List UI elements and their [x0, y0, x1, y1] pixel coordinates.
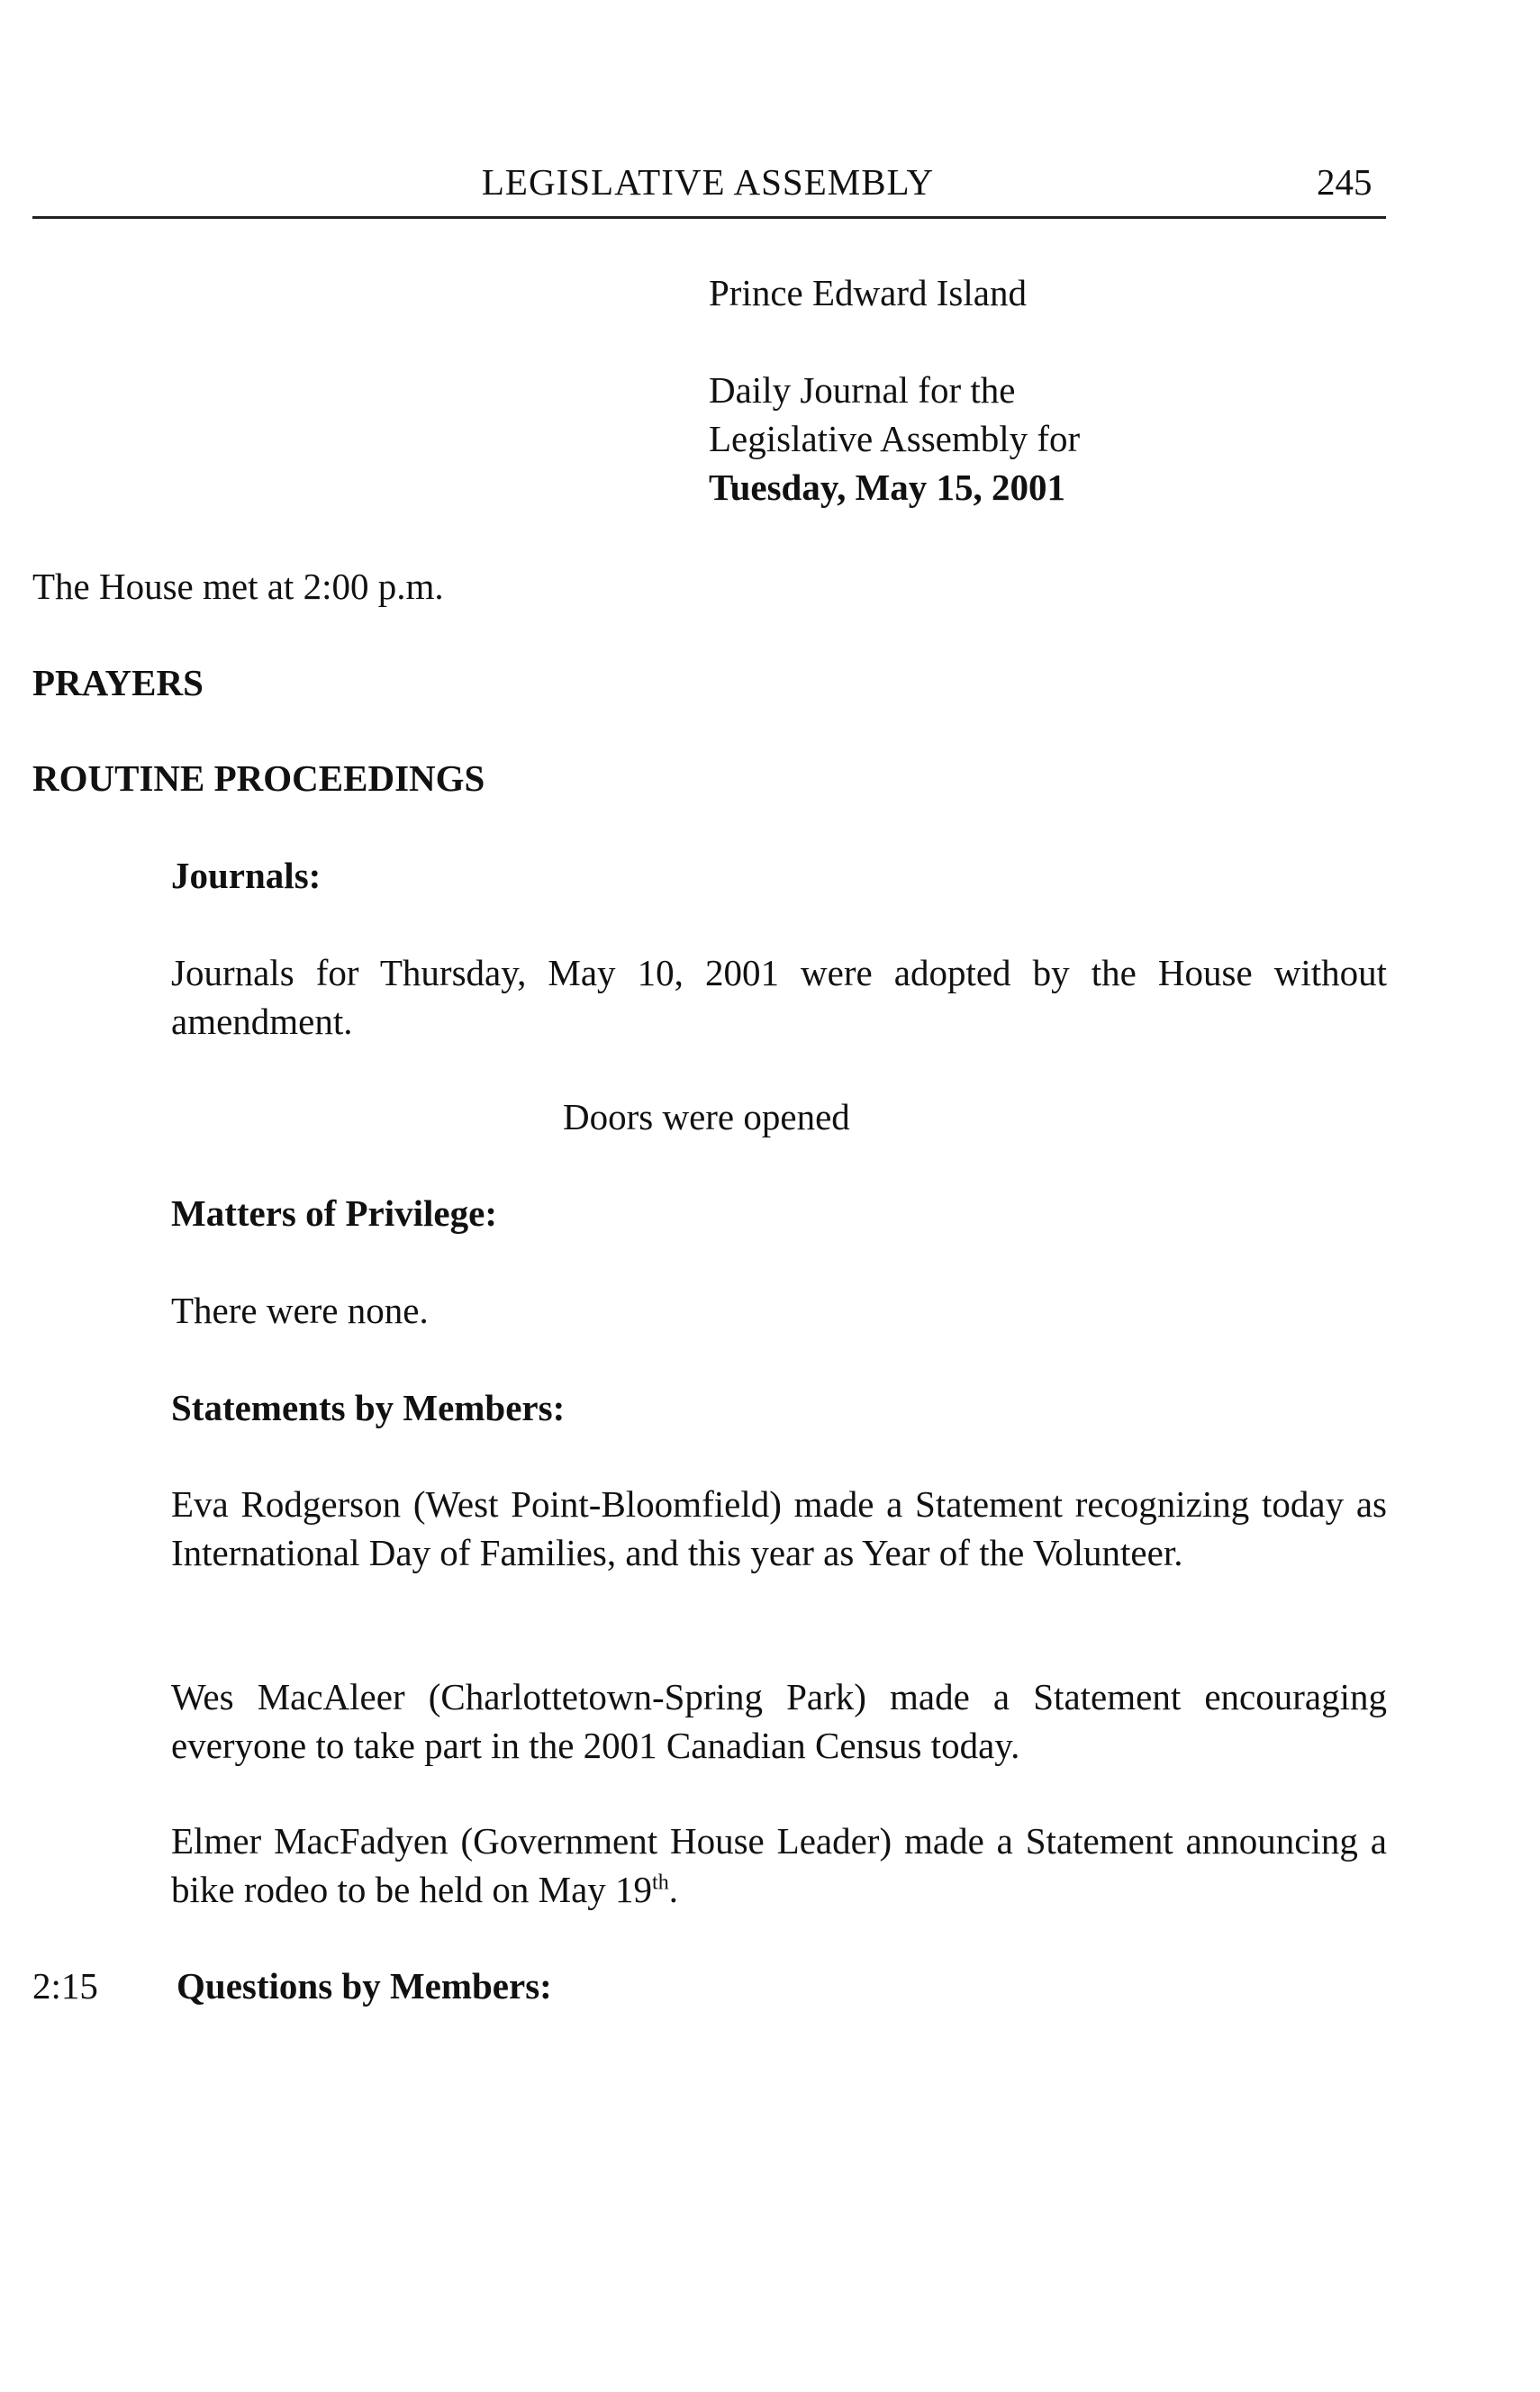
doors-note: Doors were opened [563, 1096, 850, 1137]
statement-macfadyen [171, 1817, 1387, 1914]
opening-time: The House met at 2:00 p.m. [32, 566, 444, 607]
journal-line-1: Daily Journal for the [709, 369, 1016, 411]
province-name: Prince Edward Island [709, 272, 1027, 313]
questions-heading: Questions by Members: [177, 1965, 552, 2007]
statement-rodgerson: Eva Rodgerson (West Point-Bloomfield) made a Statement recognizing today as International Day of Families, and this year as Year of the Volunteer. [171, 1483, 1387, 1573]
privilege-text: There were none. [171, 1290, 429, 1331]
header-rule [32, 216, 1386, 219]
journal-line-2: Legislative Assembly for [709, 418, 1081, 459]
questions-time: 2:15 [32, 1965, 98, 2007]
ordinal-suffix: th [652, 1871, 669, 1895]
statement-macfadyen-text: Elmer MacFadyen (Government House Leader) made a Statement announcing a bike rodeo to be held on May 19 [171, 1820, 1387, 1910]
routine-proceedings-heading: ROUTINE PROCEEDINGS [32, 757, 485, 799]
running-header-title: LEGISLATIVE ASSEMBLY [481, 161, 935, 203]
statements-heading: Statements by Members: [171, 1387, 566, 1428]
journal-date: Tuesday, May 15, 2001 [709, 467, 1066, 508]
statement-macaleer: Wes MacAleer (Charlottetown-Spring Park) made a Statement encouraging everyone to take part in the 2001 Canadian Census today. [171, 1676, 1387, 1766]
statement-period: . [668, 1869, 678, 1910]
journals-heading: Journals: [171, 855, 322, 896]
privilege-heading: Matters of Privilege: [171, 1192, 497, 1234]
page-number: 245 [1317, 161, 1372, 203]
prayers-heading: PRAYERS [32, 662, 204, 703]
journals-text: Journals for Thursday, May 10, 2001 were adopted by the House without amendment. [171, 952, 1387, 1042]
